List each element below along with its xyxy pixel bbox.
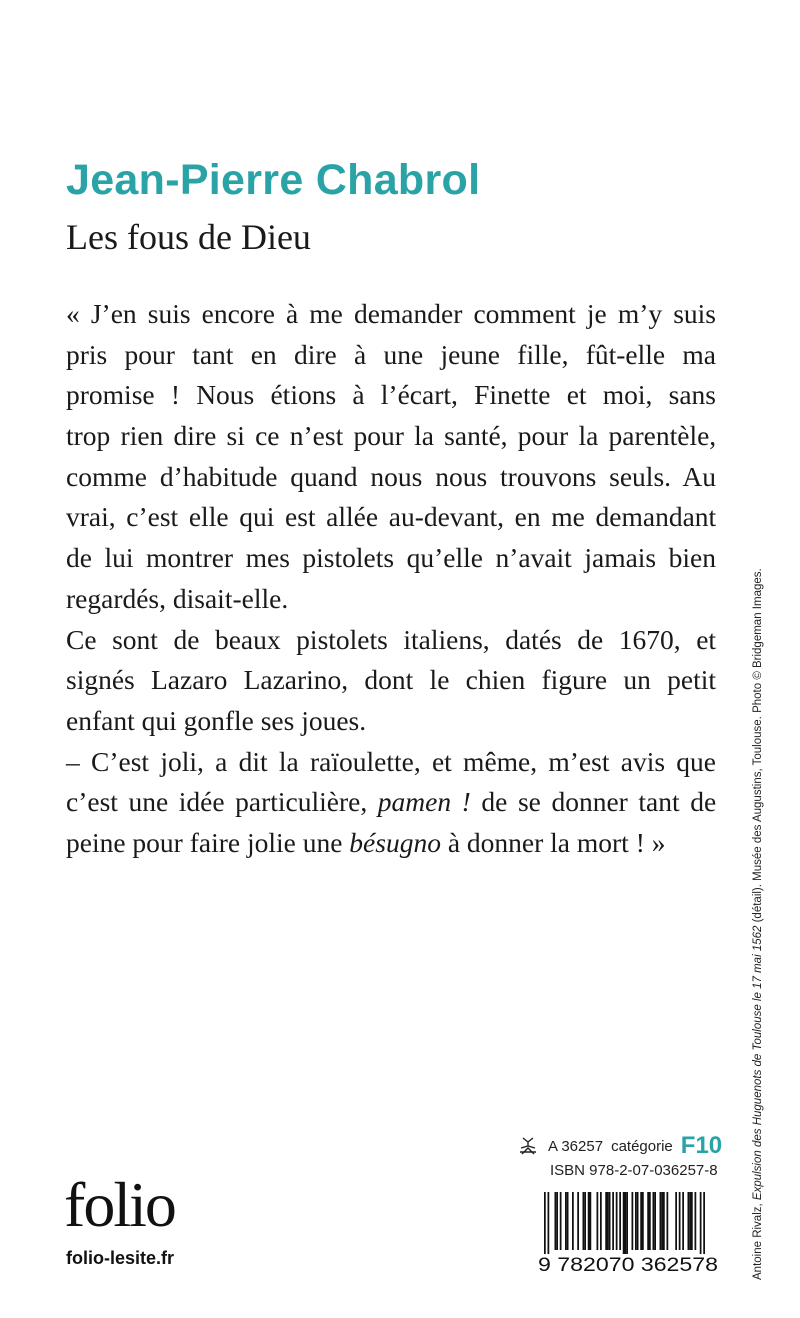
barcode-bar bbox=[565, 1192, 567, 1250]
barcode-bar bbox=[649, 1192, 651, 1250]
barcode-bar bbox=[700, 1192, 702, 1254]
barcode bbox=[538, 1192, 718, 1274]
barcode-bar bbox=[577, 1192, 579, 1250]
barcode-bar bbox=[619, 1192, 621, 1250]
blurb-line bbox=[66, 294, 716, 335]
barcode-bar bbox=[635, 1192, 637, 1250]
blurb-line bbox=[66, 620, 716, 661]
barcode-bar bbox=[640, 1192, 642, 1250]
barcode-bar bbox=[567, 1192, 569, 1250]
barcode-bar bbox=[679, 1192, 681, 1250]
barcode-bar bbox=[605, 1192, 607, 1250]
blurb-text: « J’en suis encore à me demander comment je m’y suis bbox=[66, 298, 716, 329]
category-value: F10 bbox=[680, 1132, 723, 1159]
blurb-text: trop rien dire si ce n’est pour la santé, pour la parentèle, bbox=[66, 420, 717, 452]
barcode-bar bbox=[703, 1192, 705, 1254]
credit-artist: Antoine Rivalz, bbox=[752, 1200, 764, 1280]
barcode-bar bbox=[607, 1192, 609, 1250]
barcode-bar bbox=[548, 1192, 550, 1254]
barcode-bar bbox=[689, 1192, 691, 1250]
publisher-mark-icon bbox=[518, 1136, 538, 1156]
publisher-logo: folio bbox=[64, 1169, 175, 1240]
blurb-line bbox=[66, 375, 716, 416]
barcode-bar bbox=[653, 1192, 655, 1250]
blurb-text: comme d’habitude quand nous nous trouvons seuls. Au bbox=[66, 460, 716, 492]
barcode-bar bbox=[544, 1192, 546, 1254]
blurb-text: enfant qui gonfle ses joues. bbox=[66, 704, 367, 736]
blurb-text: de se donner tant de bbox=[470, 786, 717, 818]
barcode-bar bbox=[588, 1192, 590, 1250]
blurb-line bbox=[66, 742, 716, 783]
credit-location: (détail). Musée des Augustins, Toulouse. Photo © Bridgeman Images. bbox=[752, 568, 764, 926]
book-title: Les fous de Dieu bbox=[66, 217, 311, 257]
catalog-row bbox=[518, 1132, 722, 1160]
blurb-text: regardés, disait-elle. bbox=[66, 582, 289, 614]
blurb-text: de lui montrer mes pistolets qu’elle n’avait jamais bien bbox=[66, 542, 716, 574]
barcode-digits: 9 782070 362578 bbox=[538, 1255, 718, 1274]
barcode-bar bbox=[691, 1192, 693, 1250]
barcode-bar bbox=[597, 1192, 599, 1250]
blurb-text: promise ! Nous étions à l’écart, Finette et moi, sans bbox=[66, 379, 716, 411]
publisher-website[interactable]: folio-lesite.fr bbox=[66, 1248, 175, 1268]
blurb-line bbox=[66, 497, 716, 538]
catalog-code: A 36257 bbox=[548, 1137, 604, 1155]
blurb-text: Ce sont de beaux pistolets italiens, datés de 1670, et bbox=[66, 623, 717, 655]
blurb-text: à donner la mort ! » bbox=[440, 826, 666, 858]
barcode-bar bbox=[663, 1192, 665, 1250]
barcode-bar bbox=[560, 1192, 562, 1250]
barcode-bar bbox=[675, 1192, 677, 1250]
barcode-bar bbox=[647, 1192, 649, 1250]
barcode-bar bbox=[590, 1192, 592, 1250]
blurb-line bbox=[66, 538, 716, 579]
blurb-text: pris pour tant en dire à une jeune fille, fût-elle ma bbox=[66, 338, 716, 370]
barcode-bar bbox=[583, 1192, 585, 1250]
author-name: Jean-Pierre Chabrol bbox=[66, 156, 481, 204]
barcode-bar bbox=[682, 1192, 684, 1250]
barcode-bar bbox=[616, 1192, 618, 1250]
image-credit bbox=[752, 520, 768, 1280]
barcode-bar bbox=[612, 1192, 614, 1250]
blurb-italic-word: bésugno bbox=[349, 826, 441, 858]
blurb-line bbox=[66, 701, 716, 742]
barcode-bar bbox=[556, 1192, 558, 1250]
blurb-line bbox=[66, 660, 716, 701]
barcode-bar bbox=[584, 1192, 586, 1250]
barcode-bar bbox=[642, 1192, 644, 1250]
barcode-bar bbox=[609, 1192, 611, 1250]
barcode-bar bbox=[632, 1192, 634, 1250]
blurb-text: peine pour faire jolie une bbox=[66, 826, 350, 858]
barcode-bar bbox=[572, 1192, 574, 1250]
back-cover-blurb bbox=[66, 294, 716, 864]
blurb-italic-word: pamen ! bbox=[377, 786, 471, 818]
barcode-bar bbox=[637, 1192, 639, 1250]
barcode-bar bbox=[600, 1192, 602, 1250]
barcode-bar bbox=[688, 1192, 690, 1250]
barcode-bar bbox=[654, 1192, 656, 1250]
barcode-bar bbox=[661, 1192, 663, 1250]
barcode-bar bbox=[623, 1192, 625, 1254]
barcode-bar bbox=[667, 1192, 669, 1250]
blurb-text: – C’est joli, a dit la raïoulette, et même, m’est avis que bbox=[66, 745, 716, 777]
blurb-line bbox=[66, 579, 716, 620]
barcode-bars bbox=[544, 1192, 705, 1254]
blurb-text: c’est une idée particulière, bbox=[66, 786, 378, 818]
credit-artwork-title: Expulsion des Huguenots de Toulouse le 17 mai 1562 bbox=[752, 925, 764, 1201]
category-label: catégorie bbox=[611, 1137, 673, 1155]
blurb-line bbox=[66, 823, 716, 864]
blurb-line bbox=[66, 457, 716, 498]
barcode-bar bbox=[625, 1192, 627, 1254]
barcode-bar bbox=[555, 1192, 557, 1250]
blurb-text: signés Lazaro Lazarino, dont le chien figure un petit bbox=[66, 664, 716, 696]
barcode-bar bbox=[695, 1192, 697, 1250]
blurb-line bbox=[66, 782, 716, 823]
blurb-text: vrai, c’est elle qui est allée au-devant, en me demandant bbox=[66, 501, 717, 533]
barcode-bar bbox=[660, 1192, 662, 1250]
blurb-line bbox=[66, 416, 716, 457]
isbn: ISBN 978-2-07-036257-8 bbox=[550, 1162, 718, 1179]
blurb-line bbox=[66, 335, 716, 376]
barcode-bar bbox=[626, 1192, 628, 1254]
